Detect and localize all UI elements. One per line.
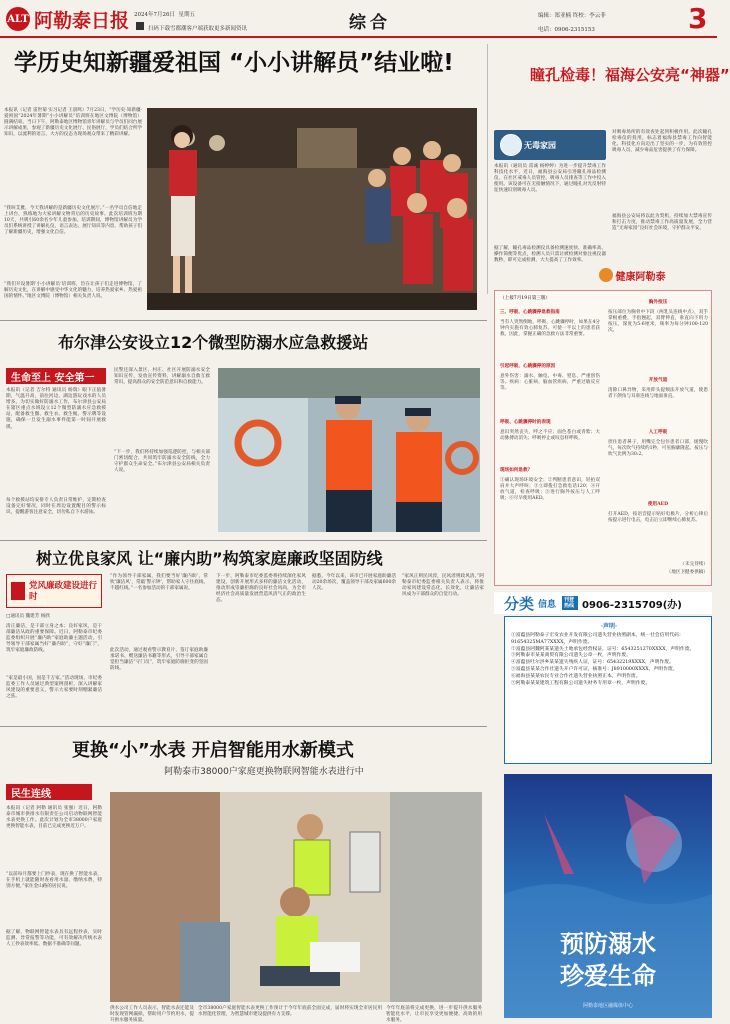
issue-date: 2024年7月26日 星期五 [134, 12, 196, 18]
health-item1-body: 当有人突然倒地，呼吸、心跳骤停时，如果在4分钟内实施有效心肺复苏，可使一半以上的患者获救。因此，掌握正确的急救方法非常重要。 [500, 320, 600, 338]
health-col2-b-body: 清除口鼻异物，采用仰头提颏法开放气道，使患者下颌角与耳垂连线与地面垂直。 [608, 388, 708, 400]
police-badge-icon [500, 134, 522, 156]
classified-item: ③阿勒泰市某某商贸有限公司遗失公章一枚，声明作废。 [511, 653, 631, 659]
health-title: 健康阿勒泰 [577, 263, 687, 287]
sun-icon [599, 268, 613, 282]
health-item3-body: 意识突然丧失，呼之不应；面色苍白或青紫；大动脉搏动消失；呼吸停止或叹息样呼吸。 [500, 430, 600, 442]
health-intro: （上接7月19日第三版） [500, 296, 551, 301]
health-item2-title: 引起呼吸、心跳骤停的原因 [500, 364, 556, 369]
story1-photo [147, 108, 477, 310]
classified-item: ⑦阿勒泰某某建筑工程有限公司遗失财务专用章一枚，声明作废。 [511, 680, 651, 686]
story5-body-col2: 供水公司工作人员表示，智能水表还能及时发现管网漏损，帮助用户节约用水，提升供水服务质量。 [110, 1006, 194, 1024]
divider [0, 726, 487, 727]
health-item2-body: 意外伤害：溺水、触电、中毒、窒息、严重创伤等。疾病：心脏病、脑血管疾病、严重过敏反应等。 [500, 374, 600, 392]
health-item4-title: 现场如何急救？ [500, 468, 533, 473]
story4-byline: □通讯员 魏建芳 杨欣 [6, 614, 51, 619]
health-item3-title: 呼吸、心跳骤停时的表现 [500, 420, 551, 425]
story1-body-2: “我叫艾雅，今天我讲解的是新疆历史文化展厅。”一名学员自信地走上讲台，熟练地为大家讲解文物背后的历史故事。此次培训班为期10天，共吸引60余名少年儿童参加。培训期间，博物馆讲解员为学员们系统讲授了讲解礼仪、语言表达、展厅知识等内容，帮助孩子们了解新疆历史，增强文化自信。 [4, 206, 142, 236]
classified-header: 分类 信息 刊登热线 0906-2315709(办) [494, 592, 712, 614]
logo-emblem-icon: ALT [6, 7, 30, 31]
story4-headline: 树立优良家风 让“廉内助”构筑家庭廉政坚固防线 [36, 549, 383, 568]
notice-title: ·声明· [600, 623, 618, 630]
classified-item: ④富蕴县吐尔洪乡某某遗失残疾人证，证号：65432219XXXX，声明作废。 [511, 660, 674, 666]
story4-body-col3: 下一步，阿勒泰市纪委监委将持续深化家风建设，创新开展形式多样的廉洁文化活动，推动形成崇廉拒腐的良好社会风尚，为全市经济社会高质量发展营造风清气正的政治生态。 [216, 574, 306, 604]
anti-drug-logo [494, 130, 606, 160]
logo-text: 阿勒泰日报 [34, 9, 130, 32]
qr-code-icon [136, 22, 144, 30]
story3-body-col1: 本报讯（记者 吉尔特 通讯员 杨瑞）眼下正值暑期，气温升高，前往河边、湖边游玩戏水的人员增多。为切实做好防溺水工作，布尔津县公安局在辖区重点水域设立12个微型防溺水应急救援站，配备救生圈、救生衣、救生绳、警示牌等设施，确保一旦发生溺水事件能第一时间开展救援。 [6, 388, 106, 430]
masthead-rule [0, 36, 717, 38]
ad-line2: 珍爱生命 [560, 962, 656, 990]
ad-footer: 阿勒泰地区融媒体中心 [582, 1003, 633, 1009]
story5-body-col1b: “以前每月都要上门抄表，现在换了智能水表，在手机上就能随时查看用水量、缴纳水费，特别方便。”家住金山路的居民说。 [6, 872, 102, 890]
divider [0, 320, 487, 321]
story2-body-col2: 对吸毒场所的有效查处起到积极作用。此次瞳孔检毒仪的投用，标志着福海县禁毒工作向智能化、科技化方向迈出了坚实的一步，为有效管控吸毒人员、减少毒品危害提供了有力保障。 [612, 130, 712, 154]
story3-label: 生命至上 安全第一 [6, 368, 106, 384]
divider [0, 540, 487, 541]
classified-box [504, 616, 712, 764]
classified-item: ⑥福海县某某农民专业合作社遗失营业执照正本，声明作废。 [511, 673, 641, 679]
story4-body-col2b: 此次活动，通过观看警示教育片、签订家庭助廉承诺书、赠送廉洁书籍等形式，引导干部家属自觉担当廉洁“守门员”，筑牢家庭防腐拒变的坚固防线。 [110, 648, 208, 672]
story4-body-col5: “家风正则民风淳，民风淳则政风清。”阿勒泰市纪委监委相关负责人表示，将推动家风建设常态化、长效化，让廉洁家风成为干部群众的自觉行动。 [402, 574, 484, 598]
health-source: （地区卫健委供稿） [666, 570, 708, 575]
health-col2-d-body: 打开AED，按语音提示贴好电极片，分析心律后按提示进行电击，电击后立即继续心肺复苏。 [608, 512, 708, 524]
story4-body-col4: 据悉，今年以来，该市已开展家庭助廉活动20余场次，覆盖领导干部及家属600余人次。 [312, 574, 396, 592]
story1-body: 本报讯（记者 雷世菊 实习记者 王晨鸣）7月23日，“学历史·知新疆·爱祖国”2024年暑期“小小讲解员”培训班在地区文博院（博物馆）圆满结束。当日下午，阿勒泰地区博物馆青年讲解员与学员们同台展示讲解成果，参观了新疆历史文化展厅、民俗展厅，学员们结合所学知识，以流利的语言、大方的仪态为现场观众带来了精彩讲解。 [4, 108, 142, 138]
classified-item: ②富蕴县阿魏阿某某遗失土地承包经营权证，证号：6543251270XXXX，声明作废。 [511, 646, 695, 652]
health-col2-d-title: 使用AED [647, 502, 669, 507]
story5-subheadline: 阿勒泰市38000户家庭更换物联网智能水表进行中 [164, 767, 364, 777]
health-col2-b-title: 开放气道 [648, 378, 668, 383]
health-col2-c-body: 捏住患者鼻子，用嘴完全包住患者口部，缓慢吹气，每次吹气持续约1秒，可见胸廓隆起。按压与吹气比例为30:2。 [608, 440, 708, 458]
story1-body-3: “我们开设暑期‘小小讲解员’培训班，旨在让孩子们走进博物馆，了解历史文化，在讲解中感受中华文化的魅力，培养热爱家乡、热爱祖国的情怀。”地区文博院（博物馆）相关负责人说。 [4, 282, 142, 300]
story4-body-col1: 清正廉洁，是干部立身之本；良好家风，是干部廉洁从政的重要保障。近日，阿勒泰市纪委监委组织开展“廉内助”家庭助廉主题活动，引导领导干部家属当好“廉内助”，守好“廉门”，筑牢家庭廉政防线。 [6, 624, 102, 654]
classified-item: ①富蕴县阿勒泰子宏发农业开发有限公司遗失营业执照副本，统一社会信用代码：91654325MA77XXXX，声明作废。 [511, 633, 684, 645]
section-title: 综合 [349, 13, 391, 33]
story1-headline: 学历史知新疆爱祖国 “小小讲解员”结业啦! [14, 50, 454, 76]
editor-credit: 编辑：郑亚楠 终校：李云菲 [538, 13, 606, 19]
story3-photo [218, 368, 480, 532]
anti-drowning-ad [504, 774, 712, 1018]
classified-list [511, 633, 707, 687]
story5-body-col4: 今年年底前将完成更换，进一步提升供水服务智能化水平，让市民享受更加便捷、高效的用水服务。 [386, 1006, 482, 1024]
story4-label: 党风廉政建设进行时 [6, 574, 102, 608]
health-end-note: （未完待续） [680, 562, 708, 567]
story4-body-col2: “作为领导干部家属，我们要当好‘廉内助’，常吹‘廉洁风’，常敲‘警示钟’，帮助家人守住底线、不越红线。”一名参加活动的干部家属说。 [110, 574, 208, 592]
story5-body-col1c: 据了解，物联网智能水表具有远程抄表、实时监测、异常报警等功能，可有效解决传统水表人工抄表效率低、数据不准确等问题。 [6, 930, 102, 948]
health-col2-a-title: 胸外按压 [648, 300, 668, 305]
story5-photo [110, 792, 482, 1002]
health-col2-a-body: 按压部位为胸骨中下段（两乳头连线中点），双手掌根重叠，手指翘起，双臂伸直，垂直向下用力按压，深度为5-6厘米，频率为每分钟100-120次。 [608, 310, 708, 334]
classified-item: ⑤富蕴县某某合作社遗失开户许可证，核准号：J8910000XXXX，声明作废。 [511, 666, 678, 672]
column-divider [487, 44, 488, 294]
story4-body-col1b: “家是最小国，国是千万家。”活动现场，市纪委监委工作人员通过典型案例剖析，深入讲解家风建设的重要意义，警示大家要时刻绷紧廉洁之弦。 [6, 676, 102, 700]
story3-body-col2b: “下一步，我们将持续加强巡逻防控，与相关部门密切配合，共同筑牢防溺水安全防线，全力守护群众生命安全。”布尔津县公安局相关负责人说。 [114, 450, 210, 474]
page-number: 3 [688, 2, 708, 35]
contact-email: 电话：0906-2315153 [538, 27, 595, 33]
story2-headline: 瞳孔检毒！福海公安亮“神器” [530, 66, 730, 84]
story5-body-col3: 全市38000户家庭智能水表更换工作预计于今年年底前全面完成，届时将实现全市居民用水智能化管理，为智慧城市建设提供有力支撑。 [198, 1006, 382, 1018]
story3-body-col1b: 每个救援站均安排专人负责日常维护，定期检查设备完好情况，同时在周边设置醒目的警示标识，提醒游客注意安全，切勿私自下水游泳。 [6, 498, 106, 516]
story5-label: 民生连线 [6, 784, 92, 800]
story5-headline: 更换“小”水表 开启智能用水新模式 [72, 740, 354, 761]
health-item1-title: 三、呼吸、心跳骤停急救指南 [500, 310, 560, 315]
story2-body-col1: 本报讯（通讯员 雷诚 杨婷婷）为进一步提升禁毒工作科技化水平，近日，福海县公安局引进瞳孔毒品检测仪，在社区戒毒人员管控、吸毒人员排查等工作中投入使用。该设备可在无接触情况下，通过瞳孔对光反射特征快速识别吸毒人员。 [494, 164, 606, 194]
story3-body-col2: 民警还深入景区、村庄、社区开展防溺水安全知识宣传，发放宣传资料，讲解溺水自救互救常识，提高群众的安全防范意识和自救能力。 [114, 368, 210, 386]
story2-body-col2b: 福海县公安局将以此为契机，持续加大禁毒宣传和打击力度，推动禁毒工作高质量发展，全力营造“无毒家园”良好社会环境，守护群众平安。 [612, 214, 712, 232]
flag-icon [11, 582, 25, 600]
ad-line1: 预防溺水 [560, 930, 656, 958]
qr-note: 扫码下载雪都潮客户端获取更多新闻资讯 [148, 26, 248, 32]
health-col2-c-title: 人工呼吸 [648, 430, 668, 435]
story2-body-col1b: 据了解，瞳孔毒品检测仪具备检测速度快、准确率高、操作简便等优点，检测人员只需让被检测对象注视仪器数秒，即可完成检测，大大提高了工作效率。 [494, 246, 606, 264]
anti-drug-logo-text: 无毒家园 [524, 140, 556, 150]
story3-headline: 布尔津公安设立12个微型防溺水应急救援站 [58, 333, 369, 352]
story5-body-col1: 本报讯（记者 阿勒 通讯员 张强）近日，阿勒泰市城市供排水有限责任公司启动物联网智能水表更换工作。此次计划为全市38000户家庭更换智能水表，目前已完成更换近万户。 [6, 806, 102, 830]
health-item4-body: ①确认现场环境安全；②判断患者意识，轻拍双肩并大声呼叫；③立即拨打急救电话120；④开放气道，检查呼吸；⑤进行胸外按压与人工呼吸；⑥尽早使用AED。 [500, 478, 600, 502]
